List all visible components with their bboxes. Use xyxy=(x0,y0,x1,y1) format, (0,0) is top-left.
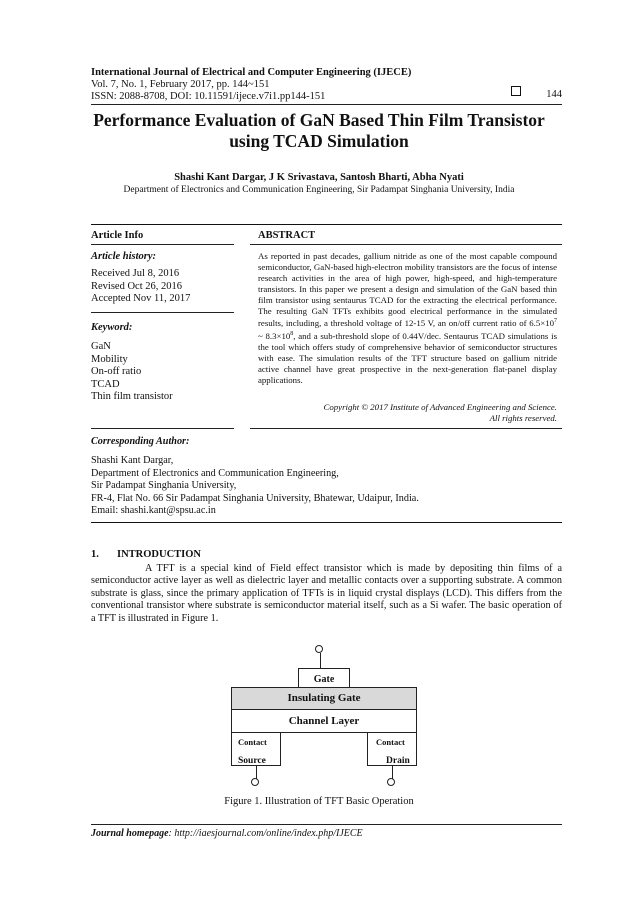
info-right-rule xyxy=(250,244,562,245)
article-info-heading: Article Info xyxy=(91,230,144,241)
keyword-item: On-off ratio xyxy=(91,366,142,377)
copyright-line-2: All rights reserved. xyxy=(489,413,557,423)
history-rule xyxy=(91,312,234,313)
insulating-gate-layer: Insulating Gate xyxy=(231,687,417,710)
keyword-heading: Keyword: xyxy=(91,322,133,333)
abstract-sup-2: 8 xyxy=(290,331,294,338)
intro-paragraph: A TFT is a special kind of Field effect transistor which is made by depositing thin films of a semiconductor active layer as well as dielectric layer and metallic contacts over a supporting substrate. A common substrate is glass, since the primary application of TFTs is in liquid crystal displays (LCD). This differs from the conventional transistor where substrate is semiconductor material itself, such as a Si wafer. The basic operation of a TFT is illustrated in Figure 1. xyxy=(91,563,562,624)
homepage-label: Journal homepage xyxy=(91,828,169,839)
info-bottom-right-rule xyxy=(250,428,562,429)
figure-caption: Figure 1. Illustration of TFT Basic Operation xyxy=(224,796,414,807)
page-number: 144 xyxy=(546,89,562,100)
title-line-2: using TCAD Simulation xyxy=(229,131,409,151)
info-bottom-left-rule xyxy=(91,428,234,429)
corresponding-address: FR-4, Flat No. 66 Sir Padampat Singhania University, Bhatewar, Udaipur, India. xyxy=(91,492,419,504)
received-date: Received Jul 8, 2016 xyxy=(91,268,180,279)
copyright-line-1: Copyright © 2017 Institute of Advanced Engineering and Science. xyxy=(323,402,557,412)
contact-label: Contact xyxy=(238,737,267,747)
corresponding-univ: Sir Padampat Singhania University, xyxy=(91,480,237,491)
source-label: Source xyxy=(238,756,266,766)
gate-terminal xyxy=(315,645,323,653)
authors: Shashi Kant Dargar, J K Srivastava, Santosh Bharti, Abha Nyati xyxy=(174,172,464,183)
history-heading: Article history: xyxy=(91,251,157,262)
corresponding-heading: Corresponding Author: xyxy=(91,436,190,447)
copyright xyxy=(258,402,557,424)
keyword-item: GaN xyxy=(91,341,111,352)
gate-box: Gate xyxy=(298,668,350,688)
revised-date: Revised Oct 26, 2016 xyxy=(91,280,182,292)
journal-name: International Journal of Electrical and Computer Engineering (IJECE) xyxy=(91,67,412,78)
abstract-part-2: ~ 8.3×10 xyxy=(258,331,291,342)
drain-terminal xyxy=(387,778,395,786)
gate-lead xyxy=(320,653,321,669)
issn-line: ISSN: 2088-8708, DOI: 10.11591/ijece.v7i1.pp144-151 xyxy=(91,91,326,102)
checkbox-icon xyxy=(511,86,521,96)
info-top-rule xyxy=(91,224,562,225)
section-number: 1. xyxy=(91,549,99,560)
source-lead xyxy=(256,765,257,779)
drain-lead xyxy=(392,765,393,779)
corresponding-name: Shashi Kant Dargar, xyxy=(91,455,174,466)
abstract-sup-1: 7 xyxy=(554,318,557,325)
title-line-1: Performance Evaluation of GaN Based Thin Film Transistor xyxy=(93,110,545,130)
keyword-item: Thin film transistor xyxy=(91,391,173,402)
accepted-date: Accepted Nov 11, 2017 xyxy=(91,293,191,304)
header-rule xyxy=(91,104,562,105)
homepage-url[interactable]: : http://iaesjournal.com/online/index.php/IJECE xyxy=(168,828,363,839)
info-left-rule xyxy=(91,244,234,245)
abstract-heading: ABSTRACT xyxy=(258,230,316,241)
corresponding-rule xyxy=(91,522,562,523)
keyword-item: Mobility xyxy=(91,353,128,365)
drain-contact xyxy=(367,732,417,766)
volume-line: Vol. 7, No. 1, February 2017, pp. 144~151 xyxy=(91,79,270,90)
affiliation: Department of Electronics and Communication Engineering, Sir Padampat Singhania University, India xyxy=(123,185,515,195)
paper-title xyxy=(60,110,578,152)
abstract-part-3: , and a sub-threshold slope of 0.44V/dec. Sentaurus TCAD simulations is the tool which offers study of comprehensive behavior of semiconductor structures with ease. The simulation results of the TFT structure based on gallium nitride active channel have great prospective in the next-generation flat-panel display applications. xyxy=(258,331,557,385)
journal-homepage xyxy=(91,828,363,839)
footer-rule xyxy=(91,824,562,825)
abstract-text xyxy=(258,251,557,386)
drain-label: Drain xyxy=(386,756,410,766)
abstract-part-1: As reported in past decades, gallium nitride as one of the most capable compound semiconductor, GaN-based high-electron mobility transistors are the focus of intense research activities in the area of high power, high-speed, and high-temperature transistors. In this paper we present a design and simulation of the GaN based thin film transistor using sentaurus TCAD for the extracting the electrical performance. The resulting GaN TFTs exhibits good electrical performance in the simulated results, including, a threshold voltage of 12-15 V, an on/off current ratio of 6.5×10 xyxy=(258,251,557,329)
source-contact xyxy=(231,732,281,766)
channel-layer: Channel Layer xyxy=(231,709,417,733)
contact-label: Contact xyxy=(376,737,405,747)
source-terminal xyxy=(251,778,259,786)
section-heading: INTRODUCTION xyxy=(117,549,202,560)
keyword-item: TCAD xyxy=(91,378,120,390)
corresponding-dept: Department of Electronics and Communication Engineering, xyxy=(91,467,339,479)
corresponding-email: Email: shashi.kant@spsu.ac.in xyxy=(91,505,216,516)
